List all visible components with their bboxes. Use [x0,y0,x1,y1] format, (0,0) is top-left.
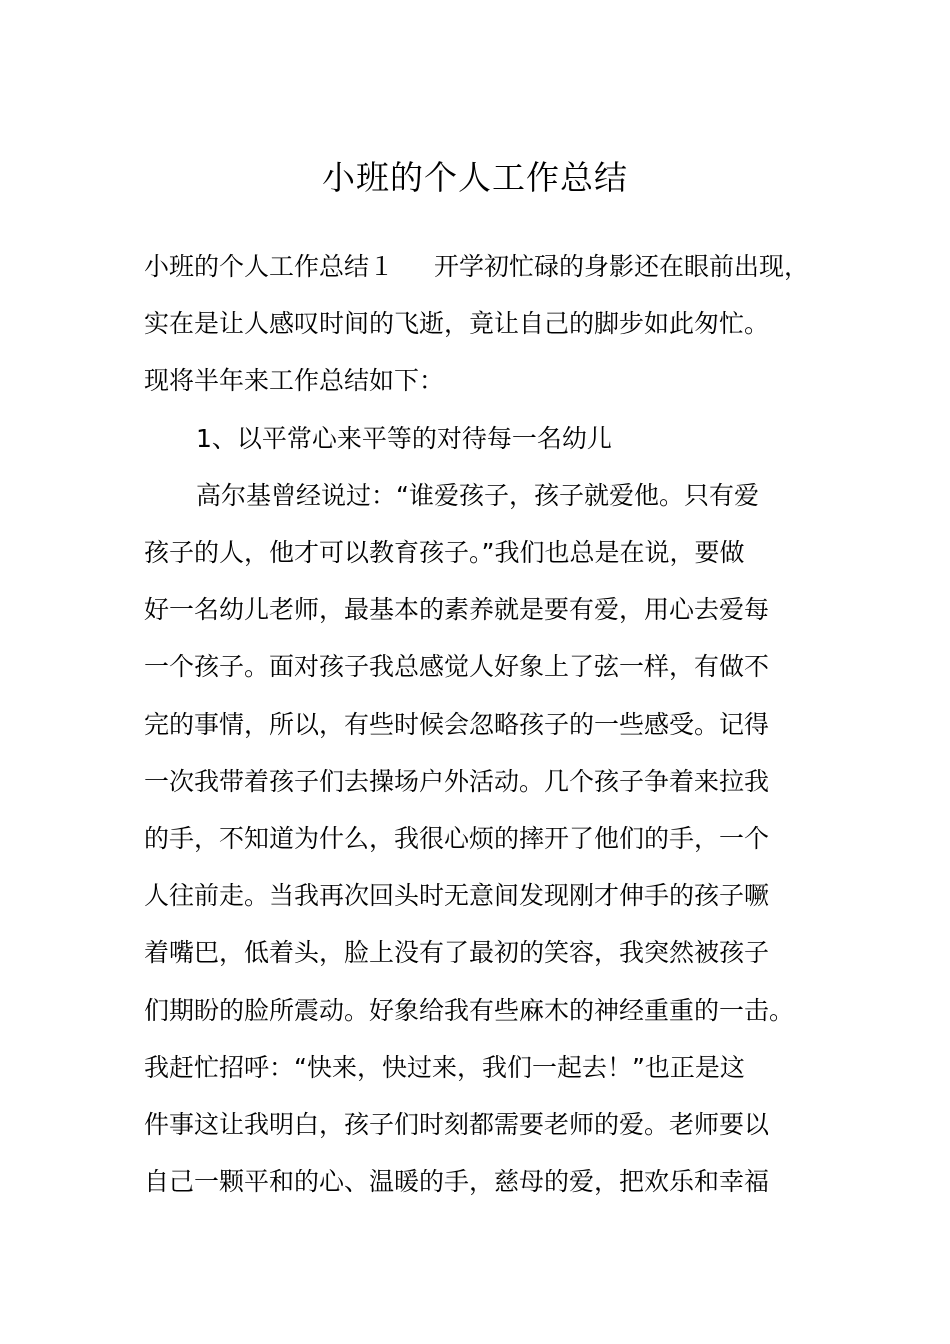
body-line: 自己一颗平和的心、温暖的手，慈母的爱，把欢乐和幸福 [144,1167,770,1197]
body-line: 好一名幼儿老师，最基本的素养就是要有爱，用心去爱每 [144,595,770,625]
body-line: 孩子的人，他才可以教育孩子。”我们也总是在说，要做 [144,538,745,568]
body-line: 高尔基曾经说过：“谁爱孩子，孩子就爱他。只有爱 [196,480,759,510]
body-line: 人往前走。当我再次回头时无意间发现刚才伸手的孩子噘 [144,881,770,911]
paragraph-line [144,238,824,295]
body-line: 一次我带着孩子们去操场户外活动。几个孩子争着来拉我 [144,766,770,796]
body-line: 件事这让我明白，孩子们时刻都需要老师的爱。老师要以 [144,1110,770,1140]
body-line: 们期盼的脸所震动。好象给我有些麻木的神经重重的一击。 [144,995,795,1025]
body-line: 的手，不知道为什么，我很心烦的摔开了他们的手，一个 [144,824,770,854]
body-line: 一个孩子。面对孩子我总感觉人好象上了弦一样，有做不 [144,652,770,682]
body-line: 着嘴巴，低着头，脸上没有了最初的笑容，我突然被孩子 [144,938,770,968]
document-body [144,238,824,1210]
document-title: 小班的个人工作总结 [322,158,628,197]
list-item-heading: 1、以平常心来平等的对待每一名幼儿 [196,423,612,453]
body-line: 现将半年来工作总结如下： [144,366,445,396]
section-heading: 小班的个人工作总结１ [144,252,395,281]
body-line: 实在是让人感叹时间的飞逝，竟让自己的脚步如此匆忙。 [144,309,770,339]
body-line: 完的事情，所以，有些时候会忽略孩子的一些感受。记得 [144,709,770,739]
body-line: 我赶忙招呼：“快来，快过来，我们一起去！”也正是这 [144,1052,745,1082]
body-line: 开学初忙碌的身影还在眼前出现， [434,252,810,281]
